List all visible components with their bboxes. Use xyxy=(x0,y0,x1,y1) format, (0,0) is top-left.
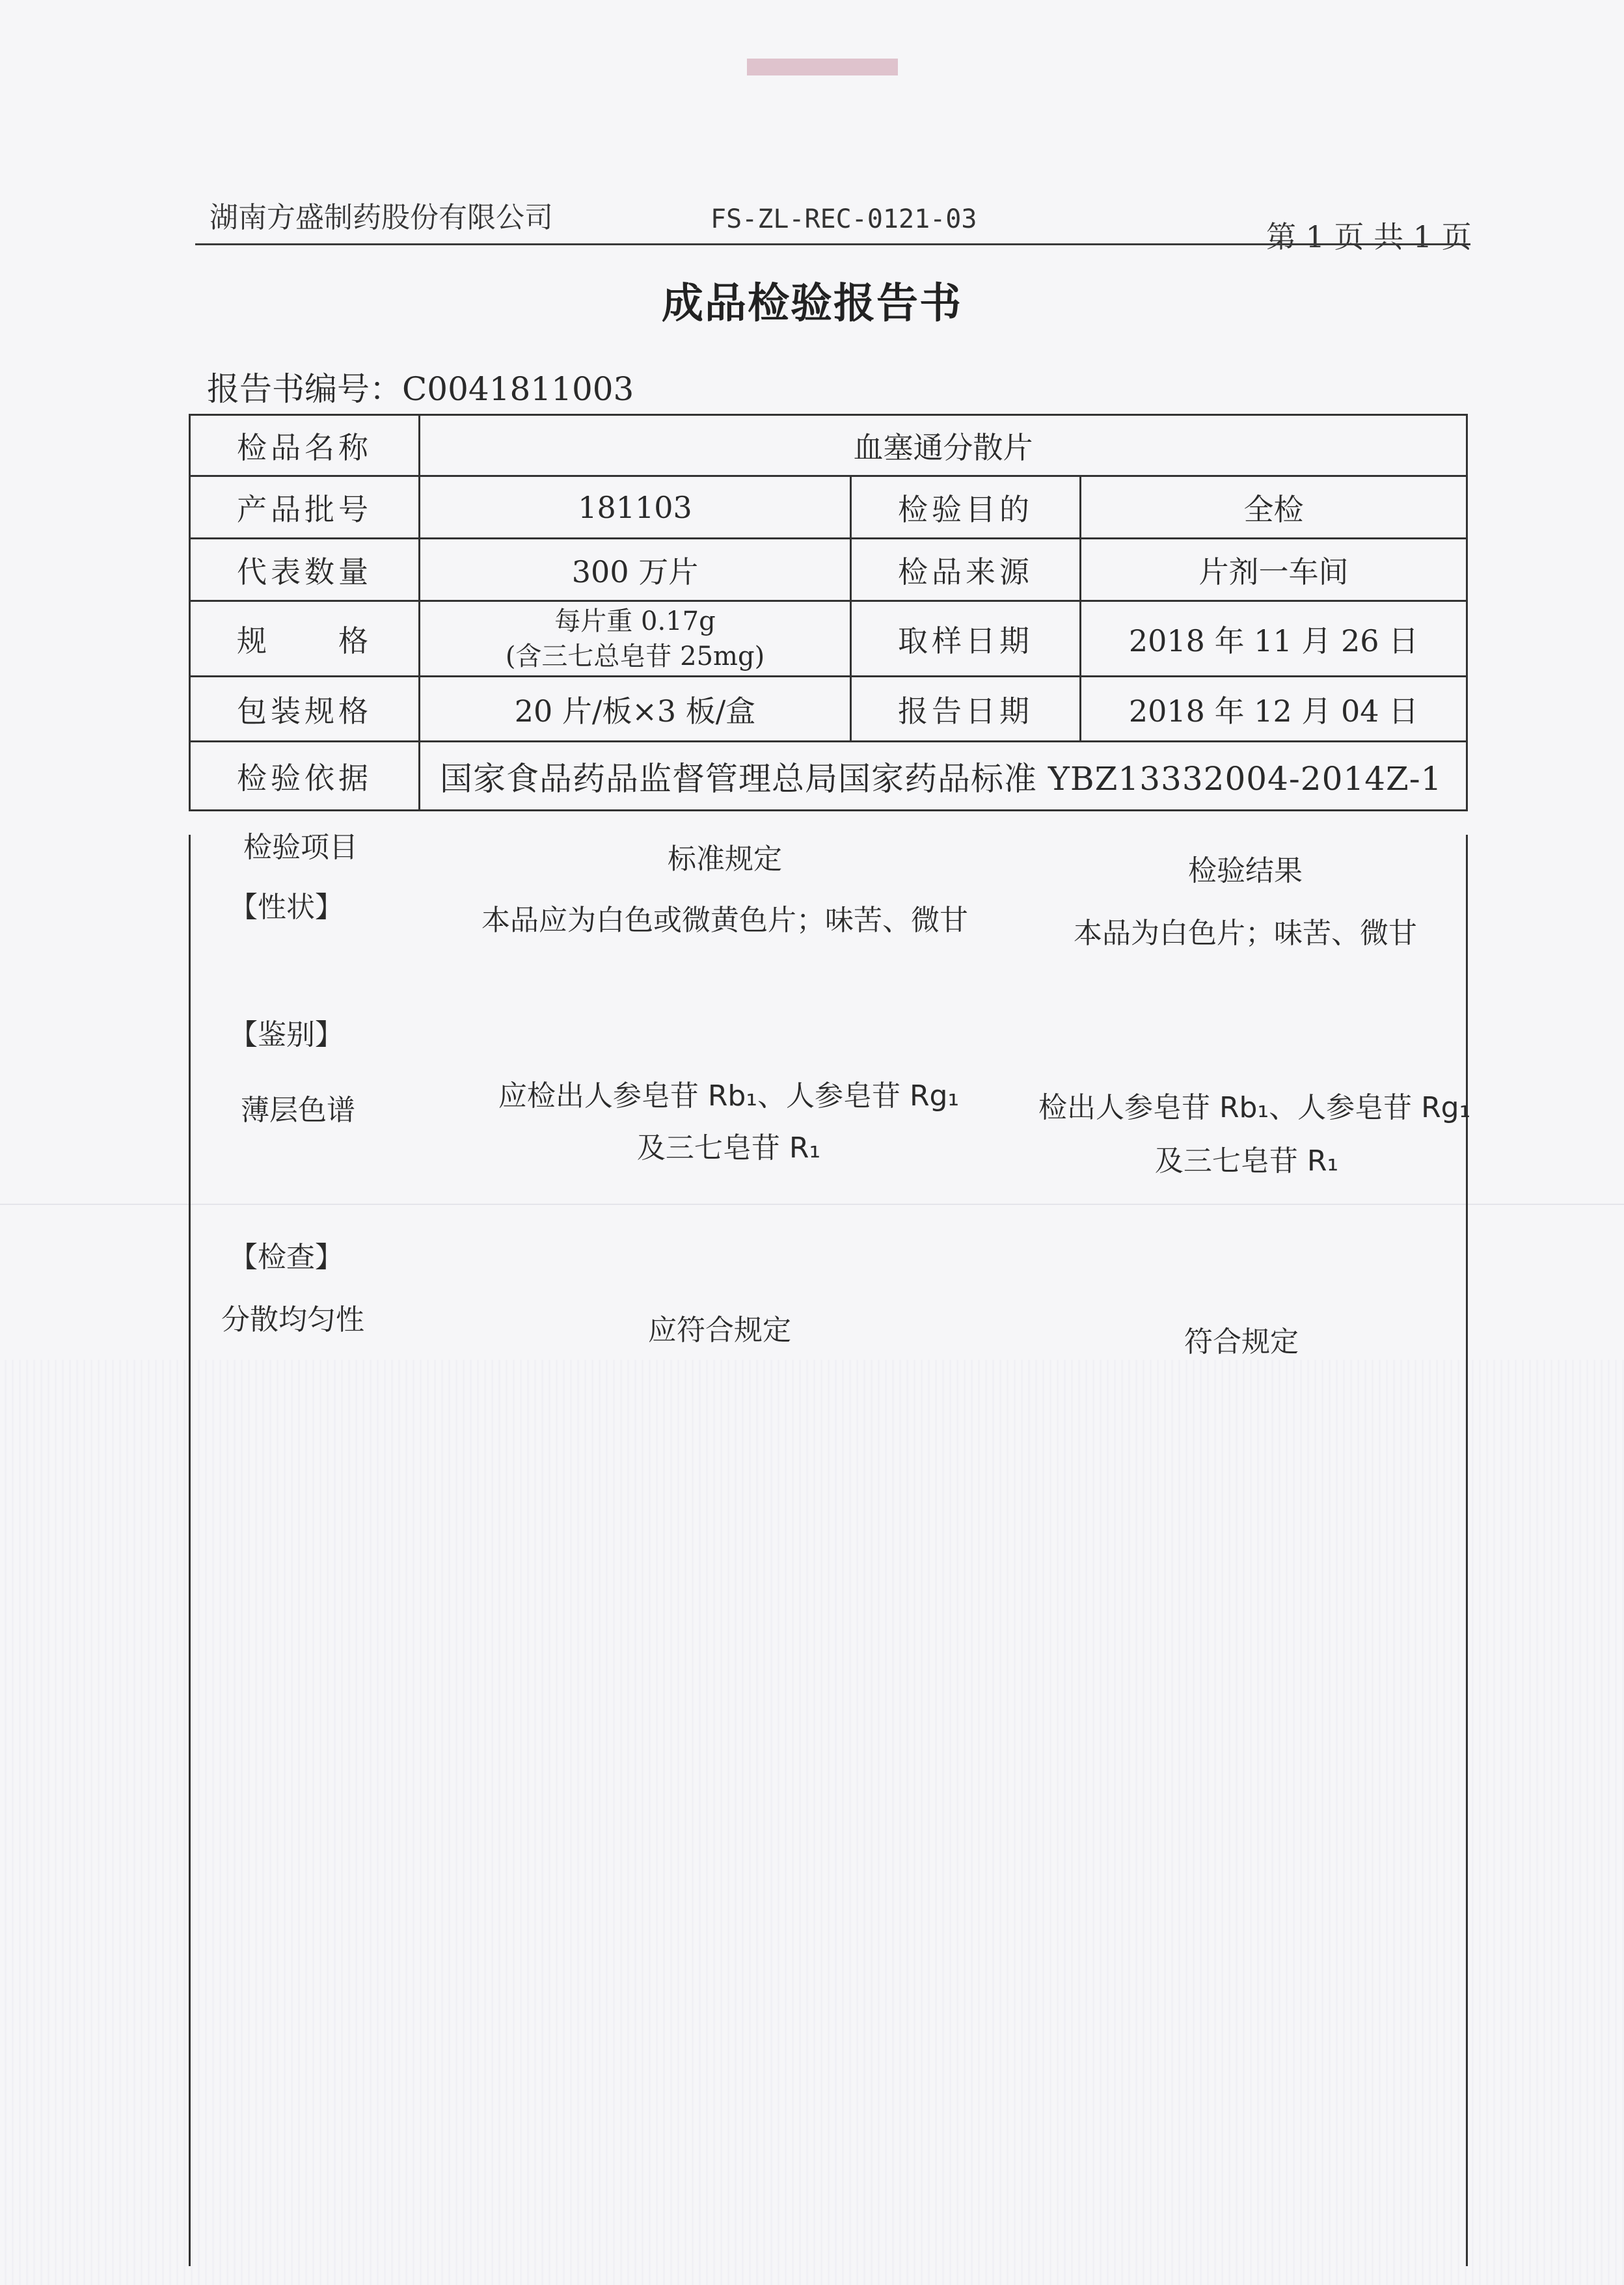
source-label: 检品来源 xyxy=(851,539,1081,601)
basis-label: 检验依据 xyxy=(190,742,420,811)
tlc-standard-line-2: 及三七皂苷 R₁ xyxy=(636,1131,821,1165)
col-header-item: 检验项目 xyxy=(243,831,358,864)
purpose-label: 检验目的 xyxy=(851,476,1081,539)
spec-value xyxy=(420,601,851,677)
table-row xyxy=(190,742,1467,811)
product-name-label: 检品名称 xyxy=(190,415,420,476)
table-row xyxy=(190,539,1467,601)
batch-value: 181103 xyxy=(420,476,851,539)
dispersion-label: 分散均匀性 xyxy=(221,1303,364,1336)
basis-value: 国家食品药品监督管理总局国家药品标准 YBZ13332004-2014Z-1 xyxy=(420,742,1467,811)
table-row xyxy=(190,601,1467,677)
tlc-label: 薄层色谱 xyxy=(241,1094,355,1127)
header-rule xyxy=(195,243,1470,245)
spec-line-1: 每片重 0.17g xyxy=(554,606,716,636)
quantity-label: 代表数量 xyxy=(190,539,420,601)
sample-date-label: 取样日期 xyxy=(851,601,1081,677)
report-number-label: 报告书编号： xyxy=(207,370,402,408)
section-identification: 【鉴别】 xyxy=(229,1018,344,1051)
appearance-standard: 本品应为白色或微黄色片；味苦、微甘 xyxy=(481,904,968,937)
dispersion-standard: 应符合规定 xyxy=(648,1314,791,1347)
table-row xyxy=(190,677,1467,742)
col-header-standard: 标准规定 xyxy=(668,843,782,876)
purpose-value: 全检 xyxy=(1081,476,1467,539)
company-name: 湖南方盛制药股份有限公司 xyxy=(210,201,553,234)
page-title: 成品检验报告书 xyxy=(662,280,962,328)
report-number-value: C0041811003 xyxy=(402,370,634,408)
doc-code: FS-ZL-REC-0121-03 xyxy=(710,204,977,234)
source-value: 片剂一车间 xyxy=(1081,539,1467,601)
sample-date-value: 2018 年 11 月 26 日 xyxy=(1081,601,1467,677)
package-value: 20 片/板×3 板/盒 xyxy=(420,677,851,742)
info-table xyxy=(189,414,1468,811)
spec-line-2: (含三七总皂苷 25mg) xyxy=(505,641,765,671)
table-row xyxy=(190,476,1467,539)
col-header-result: 检验结果 xyxy=(1188,854,1303,887)
results-frame xyxy=(189,835,1471,2266)
tlc-result-line-2: 及三七皂苷 R₁ xyxy=(1154,1144,1339,1178)
stamp-mark xyxy=(747,59,898,75)
spec-label: 规 格 xyxy=(190,601,420,677)
package-label: 包装规格 xyxy=(190,677,420,742)
report-number xyxy=(207,363,634,410)
dispersion-result: 符合规定 xyxy=(1184,1325,1299,1359)
table-row xyxy=(190,415,1467,476)
tlc-standard-line-1: 应检出人参皂苷 Rb₁、人参皂苷 Rg₁ xyxy=(498,1079,960,1113)
page-info: 第 1 页 共 1 页 xyxy=(1266,219,1472,254)
batch-label: 产品批号 xyxy=(190,476,420,539)
report-date-label: 报告日期 xyxy=(851,677,1081,742)
section-appearance: 【性状】 xyxy=(229,891,344,924)
product-name-value: 血塞通分散片 xyxy=(420,415,1467,476)
appearance-result: 本品为白色片；味苦、微甘 xyxy=(1074,917,1417,950)
tlc-result-line-1: 检出人参皂苷 Rb₁、人参皂苷 Rg₁ xyxy=(1038,1091,1471,1124)
section-inspection: 【检查】 xyxy=(229,1241,344,1274)
report-date-value: 2018 年 12 月 04 日 xyxy=(1081,677,1467,742)
quantity-value: 300 万片 xyxy=(420,539,851,601)
